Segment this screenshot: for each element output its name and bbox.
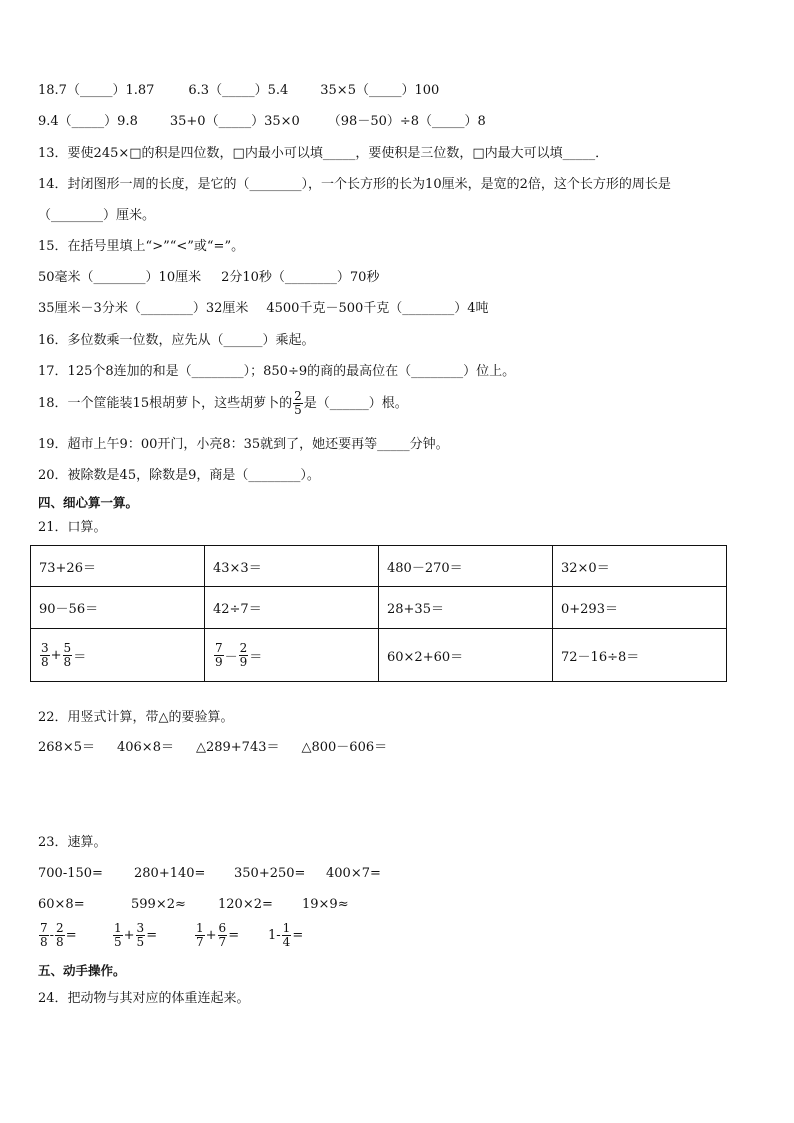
question-18-text: 18．一个筐能装15根胡萝卜，这些胡萝卜的 [38, 396, 293, 411]
calc-item: 700-150= [38, 866, 103, 881]
calc-item: 350+250= [234, 866, 306, 881]
question-13: 13．要使245×□的积是四位数，□内最小可以填_____，要使积是三位数，□内最大可以填_____． [38, 146, 609, 161]
fraction [63, 642, 73, 669]
question-24: 24．把动物与其对应的体重连起来。 [38, 991, 250, 1006]
numerator: 2 [294, 389, 302, 403]
fraction [113, 922, 123, 949]
denominator: 5 [294, 403, 302, 417]
numerator: 7 [40, 921, 48, 935]
operator: + [123, 927, 135, 943]
compare-item: 35+0（_____）35×0 [169, 114, 300, 129]
table-cell: 0+293＝ [553, 587, 727, 629]
compare-row-2 [38, 113, 486, 131]
calc-item: 120×2= [218, 897, 273, 912]
table-cell: 43×3＝ [205, 546, 379, 587]
operator: 1- [268, 927, 281, 943]
compare-item: （98－50）÷8（_____）8 [327, 114, 486, 129]
question-18-text-end: 是（______）根。 [303, 396, 408, 411]
question-23-row-2 [38, 896, 349, 914]
table-cell: 28+35＝ [379, 587, 553, 629]
equals-sign: = [65, 927, 77, 943]
table-row [31, 587, 727, 629]
question-16: 16．多位数乘一位数，应先从（______）乘起。 [38, 333, 315, 348]
question-15-row-2 [38, 300, 489, 318]
denominator: 7 [196, 935, 204, 949]
fraction [136, 922, 146, 949]
question-21-title: 21．口算。 [38, 520, 107, 535]
calc-item: △800－606＝ [301, 740, 388, 755]
denominator: 5 [114, 935, 122, 949]
compare-item: 35厘米－3分米（________）32厘米 [38, 301, 249, 316]
compare-item: 4500千克－500千克（________）4吨 [266, 301, 489, 316]
table-row [31, 629, 727, 682]
equals-sign: = [146, 927, 158, 943]
section-4-heading: 四、细心算一算。 [38, 495, 139, 510]
oral-calc-table [30, 545, 727, 682]
numerator: 1 [196, 921, 204, 935]
compare-item: 9.4（_____）9.8 [38, 114, 138, 129]
question-15-title: 15．在括号里填上“>”“<”或“=”。 [38, 239, 245, 254]
calc-item: △289+743＝ [195, 740, 280, 755]
denominator: 8 [41, 654, 49, 669]
fraction [293, 390, 303, 417]
table-cell: 72－16÷8＝ [553, 629, 727, 682]
fraction [282, 922, 292, 949]
numerator: 7 [215, 640, 223, 655]
question-18 [38, 390, 408, 417]
question-22-title: 22．用竖式计算，带△的要验算。 [38, 710, 234, 725]
compare-item: 35×5（_____）100 [320, 83, 440, 98]
table-cell: 60×2+60＝ [379, 629, 553, 682]
table-cell [205, 629, 379, 682]
numerator: 5 [63, 640, 72, 655]
section-5-heading: 五、动手操作。 [38, 963, 126, 978]
denominator: 8 [40, 935, 48, 949]
denominator: 9 [239, 654, 248, 669]
operator: + [50, 647, 62, 663]
table-row [31, 546, 727, 587]
equals-sign: = [292, 927, 304, 943]
operator: + [205, 927, 217, 943]
equals-sign: = [228, 927, 240, 943]
denominator: 4 [282, 935, 291, 949]
table-cell [31, 629, 205, 682]
compare-item: 6.3（_____）5.4 [188, 83, 289, 98]
calc-item: 268×5＝ [38, 740, 95, 755]
fraction [218, 922, 228, 949]
compare-item: 18.7（_____）1.87 [38, 83, 155, 98]
calc-item: 19×9≈ [302, 897, 349, 912]
fraction [40, 642, 50, 669]
compare-row-1 [38, 82, 439, 100]
numerator: 6 [218, 921, 227, 935]
calc-item: 280+140= [134, 866, 206, 881]
operator: - [49, 927, 55, 943]
numerator: 3 [41, 640, 49, 655]
fraction [39, 922, 49, 949]
fraction [239, 642, 249, 669]
calc-item: 400×7= [326, 866, 381, 881]
calc-item [194, 922, 268, 949]
calc-item: 406×8＝ [116, 740, 174, 755]
question-23-row-1 [38, 865, 381, 883]
equals-sign: ＝ [249, 649, 263, 665]
calc-item: 60×8= [38, 897, 85, 912]
compare-item: 50毫米（________）10厘米 [38, 270, 202, 285]
question-17: 17．125个8连加的和是（________）；850÷9的商的最高位在（________）位上。 [38, 364, 516, 379]
question-23-row-3 [38, 922, 303, 949]
table-cell: 73+26＝ [31, 546, 205, 587]
table-cell: 42÷7＝ [205, 587, 379, 629]
compare-item: 2分10秒（________）70秒 [221, 270, 380, 285]
operator: － [224, 649, 238, 665]
calc-item [38, 922, 112, 949]
question-22-items [38, 739, 387, 757]
denominator: 8 [56, 935, 64, 949]
question-19: 19．超市上午9：00开门，小亮8：35就到了，她还要再等_____分钟。 [38, 437, 449, 452]
fraction [214, 642, 224, 669]
denominator: 8 [63, 654, 72, 669]
equals-sign: ＝ [73, 649, 87, 665]
numerator: 1 [282, 921, 291, 935]
numerator: 3 [136, 921, 145, 935]
table-cell: 480－270＝ [379, 546, 553, 587]
denominator: 5 [136, 935, 145, 949]
fraction [195, 922, 205, 949]
numerator: 2 [56, 921, 64, 935]
calc-item [112, 922, 194, 949]
calc-item [268, 922, 303, 949]
fraction [55, 922, 65, 949]
table-cell: 32×0＝ [553, 546, 727, 587]
numerator: 1 [114, 921, 122, 935]
denominator: 9 [215, 654, 223, 669]
question-14-line-2: （________）厘米。 [38, 208, 156, 223]
numerator: 2 [239, 640, 248, 655]
question-23-title: 23．速算。 [38, 835, 107, 850]
question-14-line-1: 14．封闭图形一周的长度，是它的（________），一个长方形的长为10厘米，是宽的2倍，这个长方形的周长是 [38, 177, 671, 192]
denominator: 7 [218, 935, 227, 949]
question-20: 20．被除数是45，除数是9，商是（________）。 [38, 468, 320, 483]
table-cell: 90－56＝ [31, 587, 205, 629]
question-15-row-1 [38, 269, 379, 287]
calc-item: 599×2≈ [131, 897, 186, 912]
